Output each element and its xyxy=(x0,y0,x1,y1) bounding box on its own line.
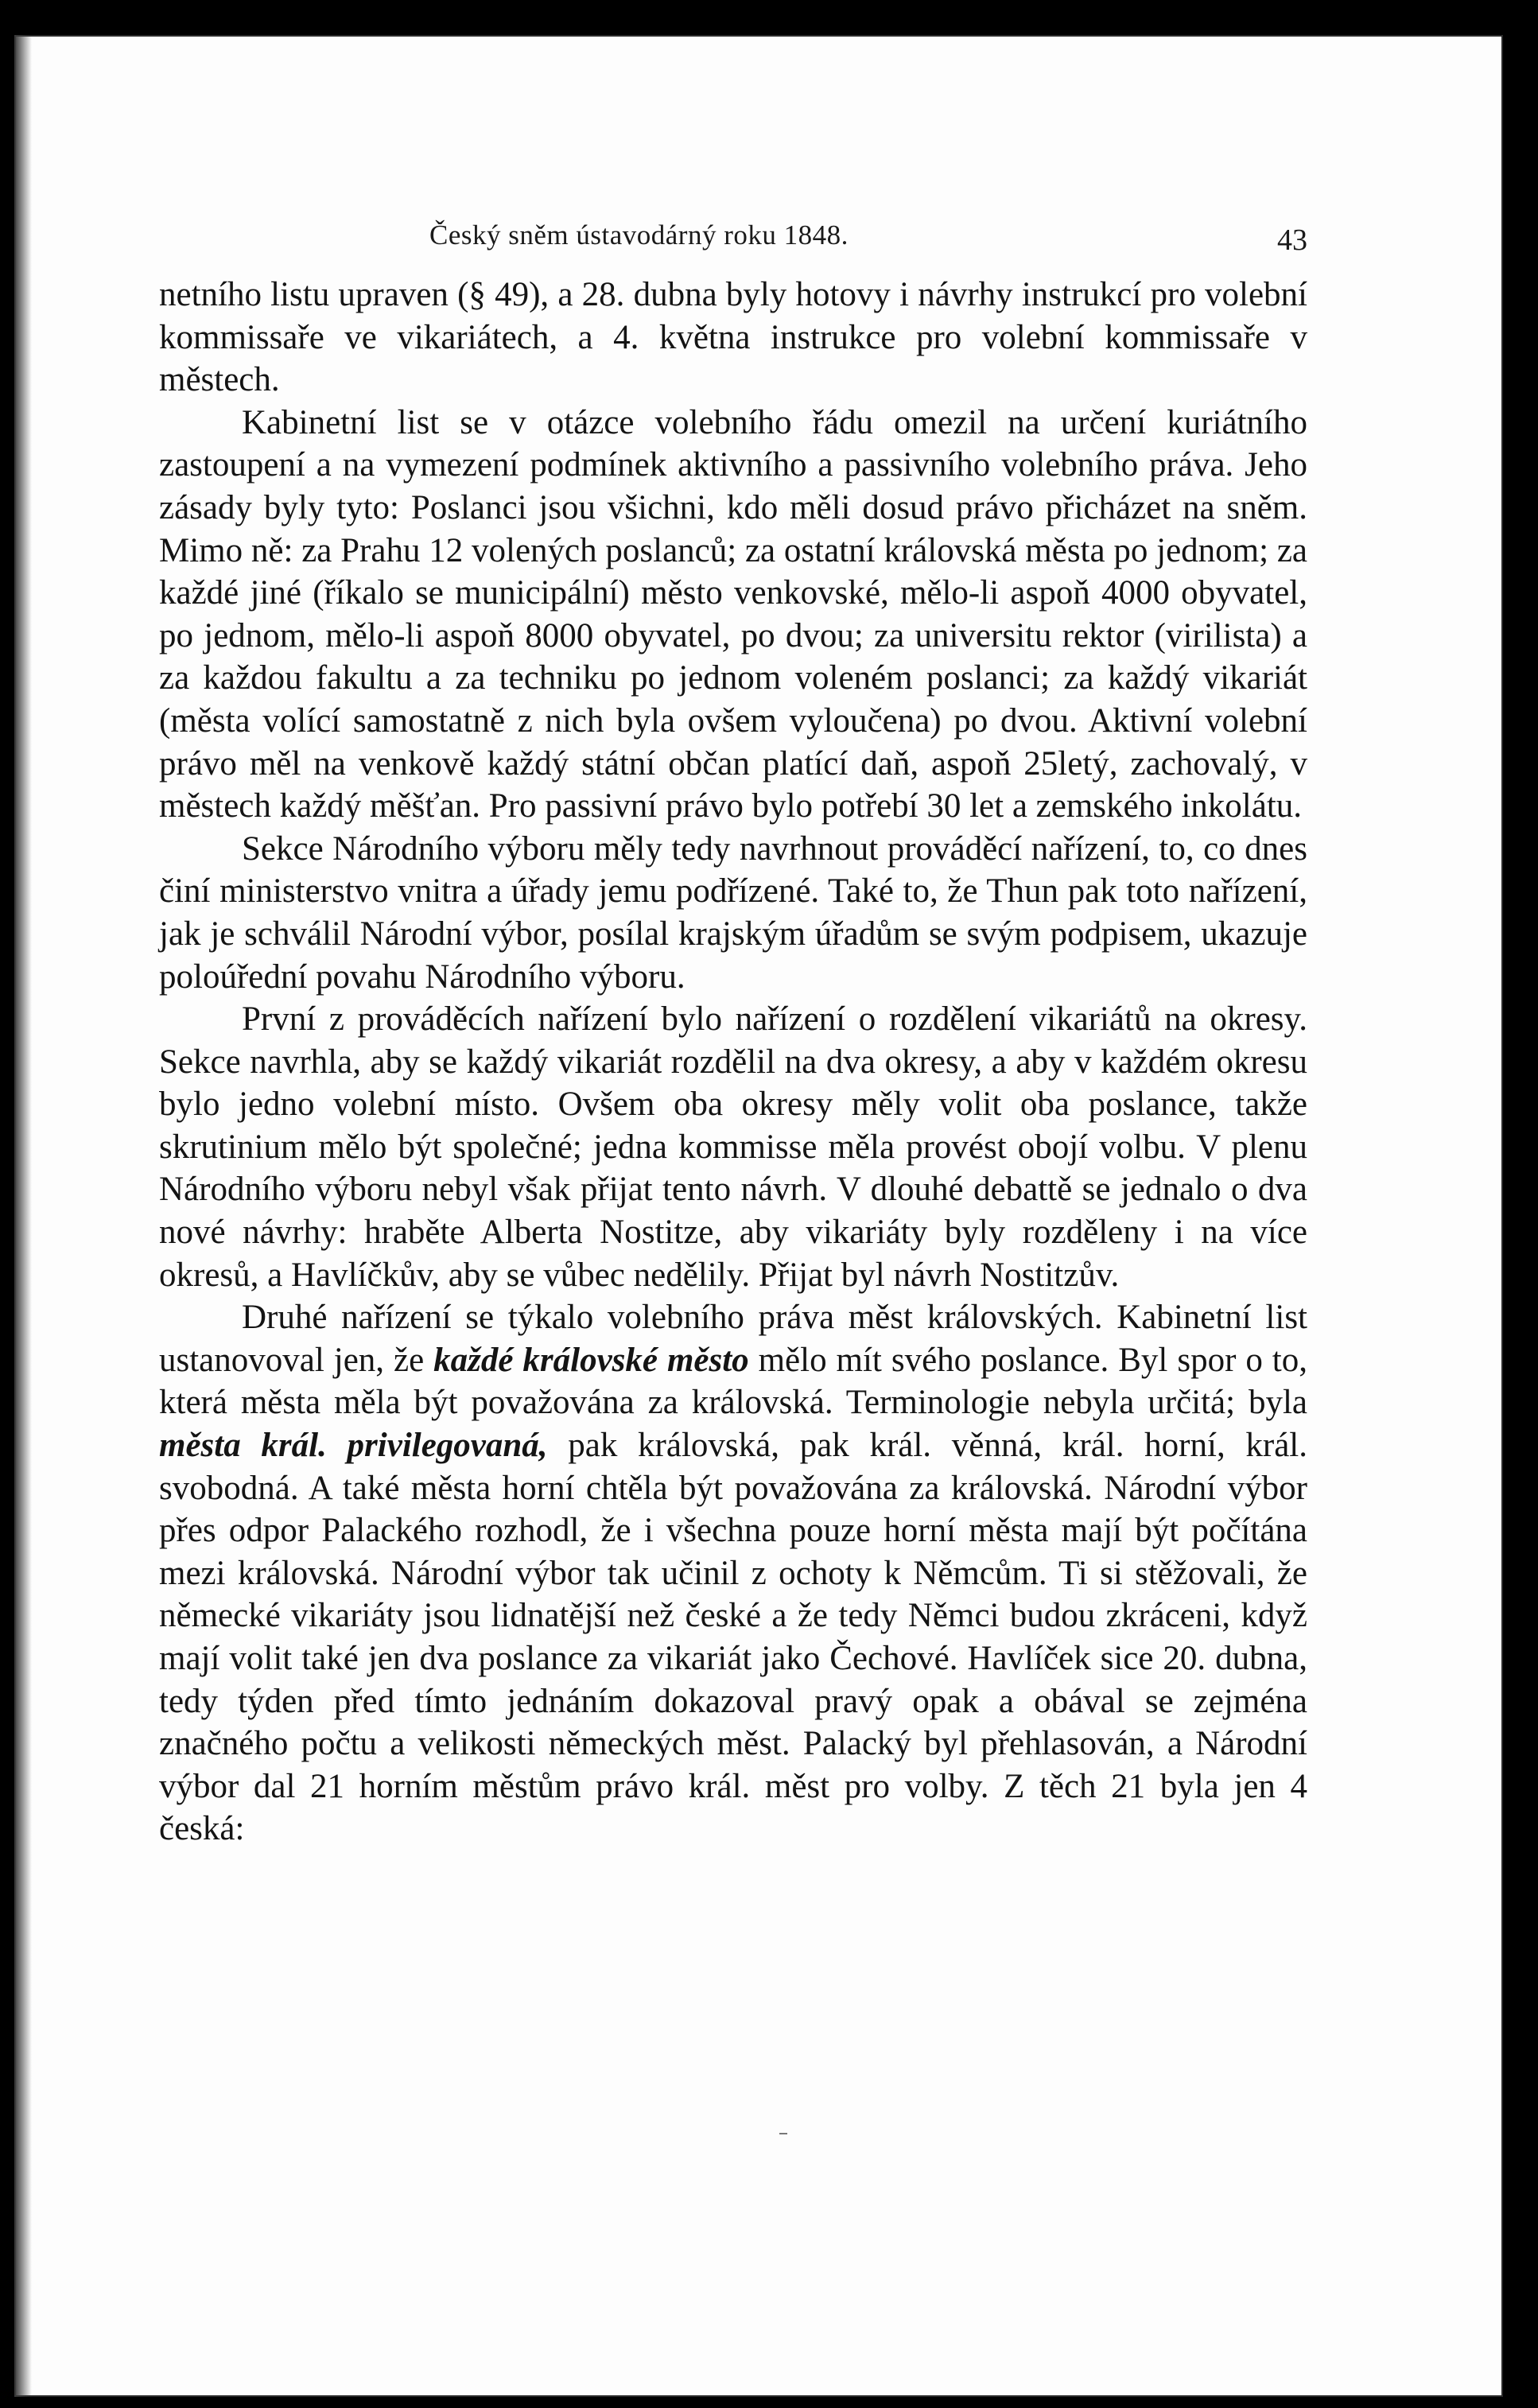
paragraph xyxy=(159,402,1307,828)
emphasized-text: každé královské město xyxy=(433,1341,749,1379)
running-title: Český sněm ústavodárný roku 1848. xyxy=(429,219,849,251)
text-segment: Sekce Národního výboru měly tedy navrhnout prováděcí nařízení, to, co dnes činí ministerstvo vnitra a úřady jemu podřízené. Také to, že Thun pak toto nařízení, jak je schválil Národní výbor, posílal krajským úřadům se svým podpisem, ukazuje poloúřední povahu Národního výboru. xyxy=(159,829,1307,996)
text-segment: První z prováděcích nařízení bylo nařízení o rozdělení vikariátů na okresy. Sekce navrhla, aby se každý vikariát rozdělil na dva okresy, a aby v každém okresu bylo jedno volební místo. Ovšem oba okresy měly volit oba poslance, takže skrutinium mělo být společné; jedna kommisse měla provést obojí volbu. V plenu Národního výboru nebyl však přijat tento návrh. V dlouhé debattě se jednalo o dva nové návrhy: hraběte Alberta Nostitze, aby vikariáty byly rozděleny i na více okresů, a Havlíčkův, aby se vůbec nedělily. Přijat byl návrh Nostitzův. xyxy=(159,1000,1307,1294)
emphasized-text: města král. privilegovaná, xyxy=(159,1427,548,1465)
body-text xyxy=(159,274,1307,1851)
paragraph xyxy=(159,274,1307,402)
paragraph xyxy=(159,998,1307,1296)
text-segment: Kabinetní list se v otázce volebního řádu omezil na určení kuriátního zastoupení a na vymezení podmínek aktivního a passivního volebního práva. Jeho zásady byly tyto: Poslanci jsou všichni, kdo měli dosud právo přicházet na sněm. Mimo ně: za Prahu 12 volených poslanců; za ostatní královská města po jednom; za každé jiné (říkalo se municipální) město venkovské, mělo-li aspoň 4000 obyvatel, po jednom, mělo-li aspoň 8000 obyvatel, po dvou; za universitu rektor (virilista) a za každou fakultu a za techniku po jednom voleném poslanci; za každý vikariát (města volící samostatně z nich byla ovšem vyloučena) po dvou. Aktivní volební právo měl na venkově každý státní občan platící daň, aspoň 25letý, zachovalý, v městech každý měšťan. Pro passivní právo bylo potřebí 30 let a zemského inkolátu. xyxy=(159,403,1307,825)
text-segment: pak královská, pak král. věnná, král. horní, král. svobodná. A také města horní chtěla být považována za královská. Národní výbor přes odpor Palackého rozhodl, že i všechna pouze horní města mají být počítána mezi královská. Národní výbor tak učinil z ochoty k Němcům. Ti si stěžovali, že německé vikariáty jsou lidnatější než české a že tedy Němci budou zkráceni, když mají volit také jen dva poslance za vikariát jako Čechové. Havlíček sice 20. dubna, tedy týden před tímto jednáním dokazoval pravý opak a obával se zejména značného počtu a velikosti německých měst. Palacký byl přehlasován, a Národní výbor dal 21 horním městům právo král. měst pro volby. Z těch 21 byla jen 4 česká: xyxy=(159,1427,1307,1848)
page-number: 43 xyxy=(1277,223,1307,257)
text-segment: netního listu upraven (§ 49), a 28. dubna byly hotovy i návrhy instrukcí pro volební kommissaře ve vikariátech, a 4. května instrukce pro volební kommissaře v městech. xyxy=(159,276,1307,399)
paragraph xyxy=(159,828,1307,998)
running-header xyxy=(159,219,1307,267)
text-segment: Druhé nařízení se týkalo volebního práva měst královských. Kabinetní list ustanovoval jen, že xyxy=(159,1299,1307,1379)
text-segment: mělo mít svého poslance. Byl spor o to, která města měla být považována za královská. Terminologie nebyla určitá; byla xyxy=(159,1341,1307,1422)
scan-mark xyxy=(779,2133,787,2134)
scanned-page xyxy=(14,35,1503,2397)
page-edge-shadow xyxy=(14,35,32,2397)
paragraph xyxy=(159,1296,1307,1851)
